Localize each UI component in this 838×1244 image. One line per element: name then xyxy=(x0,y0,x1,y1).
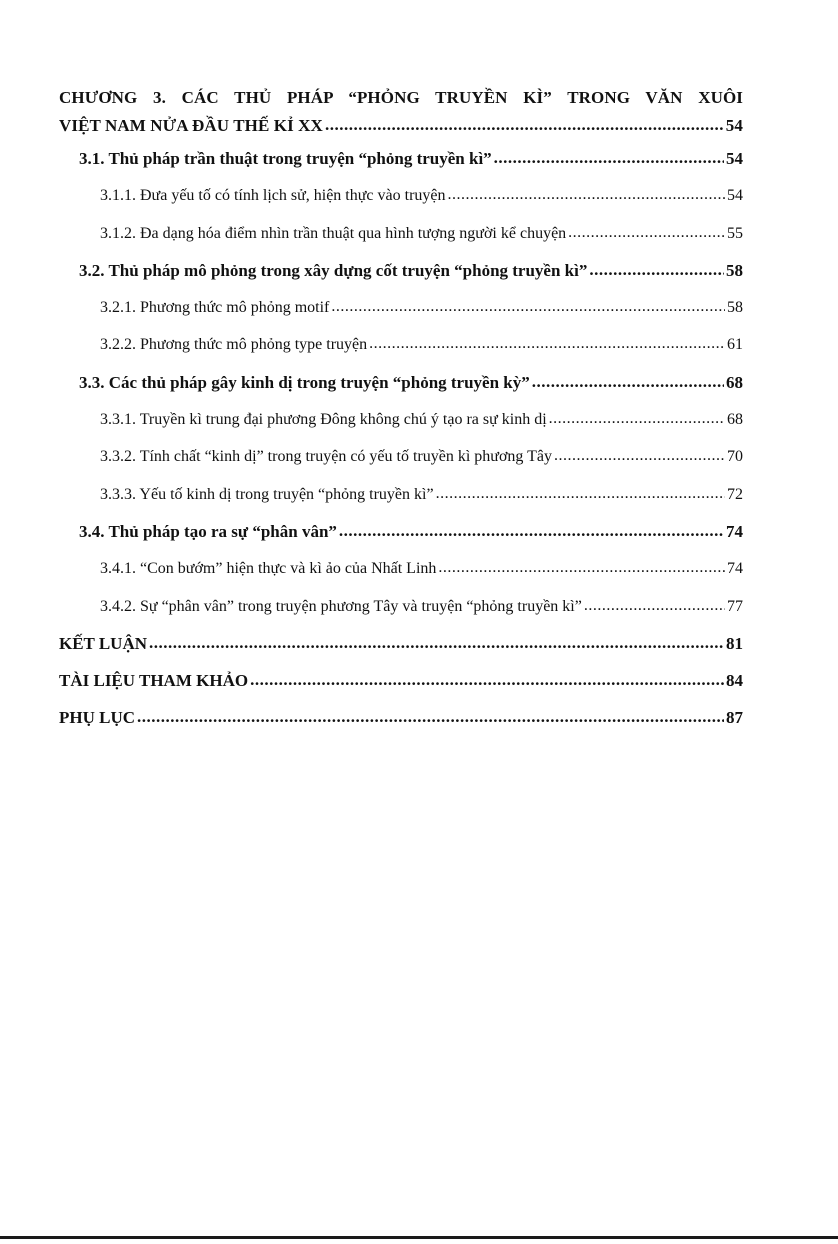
toc-entry-label: TÀI LIỆU THAM KHẢO xyxy=(59,671,249,691)
toc-entry xyxy=(59,550,743,587)
dot-leader xyxy=(137,698,724,735)
dot-leader xyxy=(331,288,725,325)
dot-leader xyxy=(532,363,724,400)
chapter-title-line-1: CHƯƠNG 3. CÁC THỦ PHÁP “PHỎNG TRUYỀN KÌ” TRONG VĂN XUÔI xyxy=(59,88,743,107)
toc-entry-page-number: 81 xyxy=(726,633,743,653)
toc-entry-page-number: 77 xyxy=(727,597,743,615)
table-of-contents xyxy=(59,84,743,737)
toc-entry-label: 3.3.3. Yếu tố kinh dị trong truyện “phỏng truyền kì” xyxy=(100,485,434,503)
chapter-title-line-2-row xyxy=(59,112,743,140)
toc-entry-label: 3.2.1. Phương thức mô phỏng motif xyxy=(100,299,330,317)
toc-entry-page-number: 68 xyxy=(726,372,743,392)
page-bottom-edge xyxy=(0,1236,838,1239)
dot-leader xyxy=(339,512,724,549)
toc-entry xyxy=(59,513,743,550)
toc-entry-label: 3.3.1. Truyền kì trung đại phương Đông không chú ý tạo ra sự kinh dị xyxy=(100,411,547,429)
toc-entry xyxy=(59,438,743,475)
dot-leader xyxy=(438,549,725,586)
dot-leader xyxy=(149,624,724,661)
dot-leader xyxy=(589,251,724,288)
toc-entry xyxy=(59,364,743,401)
toc-entry xyxy=(59,401,743,438)
toc-entry xyxy=(59,699,743,736)
toc-entry-label: 3.2. Thủ pháp mô phỏng trong xây dựng cốt truyện “phỏng truyền kì” xyxy=(79,260,588,280)
chapter-title-line-2: VIỆT NAM NỬA ĐẦU THẾ KỈ XX xyxy=(59,116,323,135)
dot-leader xyxy=(369,325,725,362)
toc-entry-page-number: 84 xyxy=(726,671,743,691)
dot-leader xyxy=(584,587,725,624)
toc-entry-label: PHỤ LỤC xyxy=(59,708,136,728)
toc-entry xyxy=(59,140,743,177)
toc-entry xyxy=(59,326,743,363)
dot-leader xyxy=(568,214,725,251)
toc-entry xyxy=(59,588,743,625)
toc-entry-page-number: 61 xyxy=(727,336,743,354)
toc-entry-label: 3.4.2. Sự “phân vân” trong truyện phương Tây và truyện “phỏng truyền kì” xyxy=(100,597,582,615)
toc-entry-page-number: 70 xyxy=(727,448,743,466)
toc-entry-label: 3.4. Thủ pháp tạo ra sự “phân vân” xyxy=(79,521,337,541)
toc-entry-page-number: 74 xyxy=(727,560,743,578)
toc-entry-label: 3.4.1. “Con bướm” hiện thực và kì ảo của Nhất Linh xyxy=(100,560,437,578)
chapter-page-number: 54 xyxy=(725,116,743,135)
toc-entry-label: KẾT LUẬN xyxy=(59,633,148,653)
toc-entry-label: 3.1.1. Đưa yếu tố có tính lịch sử, hiện thực vào truyện xyxy=(100,187,446,205)
toc-entry-label: 3.2.2. Phương thức mô phỏng type truyện xyxy=(100,336,368,354)
dot-leader xyxy=(494,139,724,176)
dot-leader xyxy=(250,661,724,698)
toc-entries xyxy=(59,140,743,737)
toc-entry-page-number: 54 xyxy=(726,149,743,168)
toc-entry-page-number: 55 xyxy=(727,224,743,242)
dot-leader xyxy=(325,111,724,139)
toc-entry-page-number: 74 xyxy=(726,521,743,541)
toc-entry xyxy=(59,215,743,252)
dot-leader xyxy=(448,176,726,213)
dot-leader xyxy=(554,437,725,474)
dot-leader xyxy=(436,475,725,512)
toc-entry-page-number: 68 xyxy=(727,411,743,429)
toc-entry xyxy=(59,177,743,214)
toc-entry-page-number: 72 xyxy=(727,485,743,503)
toc-entry-label: 3.1. Thủ pháp trần thuật trong truyện “phỏng truyền kì” xyxy=(79,149,492,168)
toc-entry xyxy=(59,289,743,326)
toc-entry-page-number: 58 xyxy=(727,299,743,317)
toc-entry-label: 3.3. Các thủ pháp gây kinh dị trong truyện “phỏng truyền kỳ” xyxy=(79,372,530,392)
toc-entry xyxy=(59,625,743,662)
toc-entry xyxy=(59,662,743,699)
toc-entry-label: 3.1.2. Đa dạng hóa điểm nhìn trần thuật qua hình tượng người kể chuyện xyxy=(100,224,567,242)
chapter-heading xyxy=(59,84,743,140)
toc-entry-label: 3.3.2. Tính chất “kinh dị” trong truyện có yếu tố truyền kì phương Tây xyxy=(100,448,553,466)
toc-entry-page-number: 54 xyxy=(727,187,743,205)
toc-entry xyxy=(59,252,743,289)
toc-entry-page-number: 87 xyxy=(726,708,743,728)
toc-entry xyxy=(59,476,743,513)
dot-leader xyxy=(549,400,725,437)
toc-entry-page-number: 58 xyxy=(726,260,743,280)
